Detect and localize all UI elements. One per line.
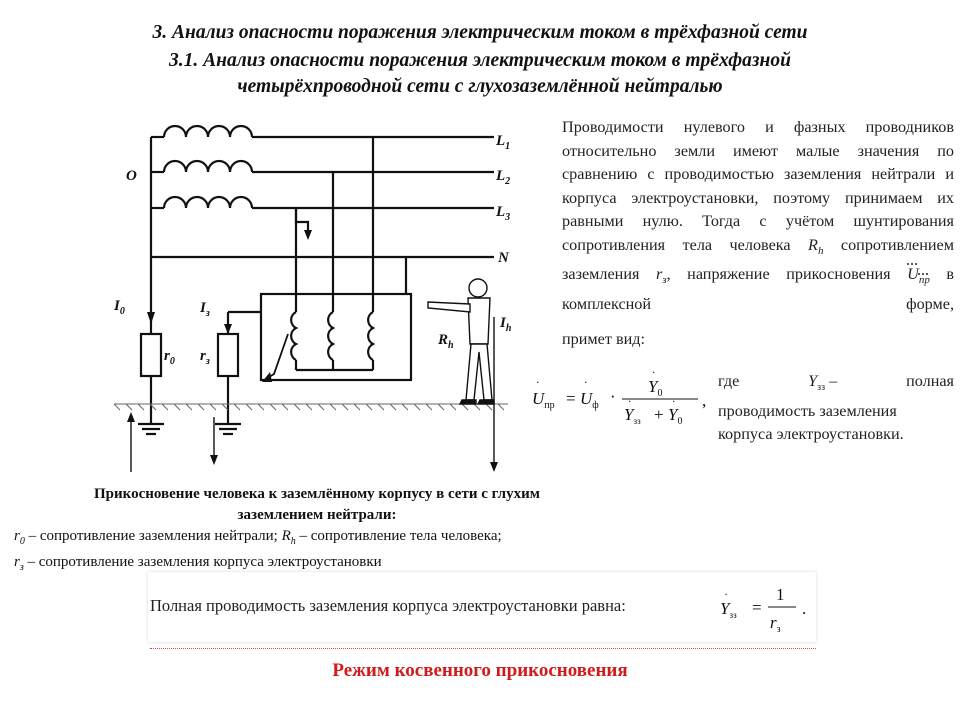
where-symbol: $Y_{зз}$ –	[808, 372, 838, 394]
diagram-caption: Прикосновение человека к заземлённому корпусу в сети с глухим заземлением нейтрали: $r_0$ – сопротивление заземления нейтрали; $R_h$ – сопротивление тела человека; $r_з$ – сопротивление заземления корпуса электроустановки	[14, 486, 540, 573]
mode-label: Режим косвенного прикосновения	[332, 660, 628, 681]
svg-text:.: .	[802, 599, 807, 618]
svg-text:·: ·	[610, 387, 616, 406]
label-iz: $I_з$	[200, 300, 210, 319]
svg-text:Uф: $U_ф$	[580, 389, 599, 411]
svg-text:=: =	[752, 598, 762, 617]
insulation-fault	[296, 208, 308, 230]
symbol-rh: $R_h$	[808, 235, 824, 257]
summary-text: Полная проводимость заземления корпуса электроустановки равна:	[150, 596, 626, 615]
symbol-rz: $r_з$	[655, 265, 667, 287]
svg-text:rз: $r_з$	[770, 613, 781, 635]
description-paragraph: Проводимости нулевого и фазных проводников относительно земли имеют малые значения по сравнению с проводимостью заземления нейтрали и корпуса электроустановки, поэтому принимаем их равными нулю. Тогда с учётом шунтирования сопротивления тела человека $R_h$ сопротивлением заземления $r_з$, напряжение прикосновения $U_{пр}$ в комплексной форме,	[562, 118, 955, 313]
label-l3: $L_3$	[496, 204, 511, 223]
svg-text:Yзз: $Y_{зз}$	[720, 599, 737, 620]
formula-touch-voltage	[530, 370, 710, 430]
label-n: N	[498, 250, 509, 266]
where-word: где	[718, 372, 740, 390]
svg-text:·: ·	[628, 394, 631, 408]
label-rz: $r_з$	[200, 348, 210, 367]
label-rh: $R_h$	[438, 332, 454, 351]
divider-line	[150, 648, 816, 649]
svg-text:+: +	[654, 405, 664, 424]
summary-panel	[148, 572, 816, 642]
svg-text:Uпр: $U_{пр}$	[532, 389, 555, 411]
label-i0: $I_0$	[114, 298, 125, 317]
slide-title-line-3: четырёхпроводной сети с глухозаземлённой нейтралью	[237, 76, 723, 97]
description-text: Проводимости нулевого и фазных проводников относительно земли имеют малые значения по сравнению с проводимостью заземления нейтрали и корпуса электроустановки, поэтому принимаем их равными нулю. Тогда с учётом шунтирования сопротивления тела человека	[562, 118, 954, 254]
label-r0: $r_0$	[164, 348, 175, 367]
slide-title-line-2: 3.1. Анализ опасности поражения электрическим током в трёхфазной	[169, 50, 791, 71]
winding-l3	[164, 197, 252, 208]
description-last-line: примет вид:	[562, 330, 646, 348]
winding-l2	[164, 161, 252, 172]
svg-text:Yзз: $Y_{зз}$	[624, 405, 641, 426]
svg-text:=: =	[566, 389, 576, 408]
symbol-upr: $U_{пр}$	[907, 265, 930, 287]
svg-text:Y0: $Y_0$	[668, 405, 683, 427]
equipment-enclosure	[261, 294, 411, 380]
where-definition: где $Y_{зз}$ – полная проводимость заземления корпуса электроустановки.	[718, 372, 954, 444]
label-l1: $L_1$	[496, 133, 511, 152]
svg-text:·: ·	[724, 587, 728, 601]
svg-text:1: 1	[776, 585, 785, 604]
winding-l1	[164, 126, 252, 137]
formula-enclosure-conductance	[714, 580, 814, 638]
svg-text:,: ,	[702, 391, 707, 410]
svg-text:·: ·	[536, 375, 539, 389]
resistor-rz	[218, 334, 238, 376]
label-o: O	[126, 168, 137, 184]
label-ih: $I_h$	[500, 315, 512, 334]
slide-title-line-1: 3. Анализ опасности поражения электрическим током в трёхфазной сети	[152, 22, 808, 43]
svg-text:·: ·	[672, 394, 675, 408]
label-l2: $L_2$	[496, 168, 511, 187]
svg-text:Y0: $Y_0$	[648, 377, 663, 399]
svg-text:·: ·	[584, 375, 587, 389]
svg-text:·: ·	[652, 370, 655, 379]
resistor-r0	[141, 334, 161, 376]
